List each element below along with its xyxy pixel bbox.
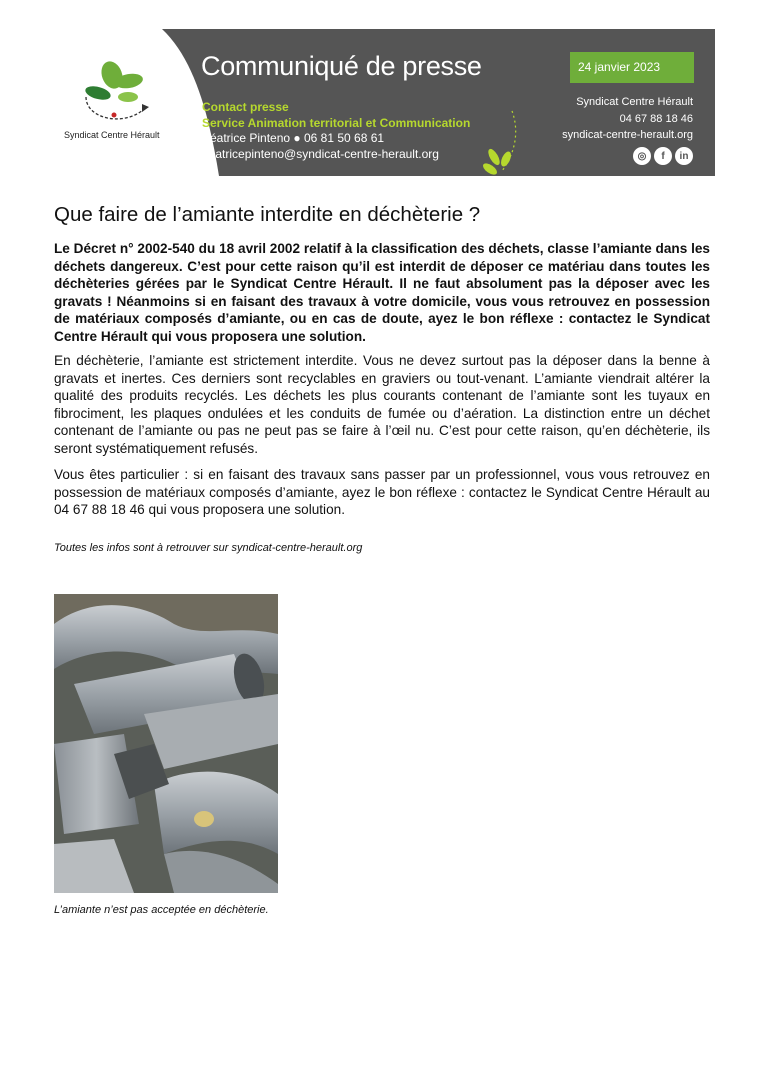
org-info <box>562 94 693 144</box>
press-contact <box>202 100 470 162</box>
org-phone: 04 67 88 18 46 <box>619 112 693 125</box>
article-paragraph-1: En déchèterie, l’amiante est strictement interdite. Vous ne devez surtout pas la déposer dans la benne à gravats et inertes. Ces derniers sont recyclables en graviers ou tout-venant. L’amiante viendrait altérer la qualité des produits recyclés. Les déchets les plus courants contenant de l’amiante sont les tuyaux en fibrociment, les plaques ondulées et les conduits de fumée ou d’aération. La distinction entre un déchet contenant de l’amiante ou pas ne peut pas se faire à l’œil nu. C’est pour cette raison, qu’en déchèterie, ils seront systématiquement refusés. <box>54 353 710 456</box>
org-name: Syndicat Centre Hérault <box>576 96 693 108</box>
asbestos-photo <box>54 594 278 893</box>
article-paragraph-2: Vous êtes particulier : si en faisant des travaux sans passer par un professionnel, vous vous retrouvez en possession de matériaux composés d’amiante, ayez le bon réflexe : contactez le Syndicat Centre Hérault au 04 67 88 18 46 qui vous proposera une solution. <box>54 467 710 518</box>
linkedin-icon[interactable]: in <box>675 147 693 165</box>
contact-email[interactable]: beatricepinteno@syndicat-centre-herault.org <box>202 146 439 161</box>
info-note: Toutes les infos sont à retrouver sur syndicat-centre-herault.org <box>54 542 363 554</box>
org-website[interactable]: syndicat-centre-herault.org <box>562 129 693 141</box>
contact-service: Service Animation territorial et Communication <box>202 115 471 130</box>
photo-caption: L’amiante n’est pas acceptée en déchèterie. <box>54 904 269 916</box>
release-date: 24 janvier 2023 <box>570 52 694 83</box>
social-links <box>633 147 693 165</box>
article-headline: Que faire de l’amiante interdite en déchèterie ? <box>54 203 481 226</box>
logo-text: Syndicat Centre Hérault <box>64 130 160 140</box>
press-release-banner <box>44 29 715 176</box>
syndicat-logo-icon <box>74 57 169 132</box>
contact-label: Contact presse <box>202 100 289 114</box>
leaf-sprig-icon <box>480 109 526 175</box>
banner-title: Communiqué de presse <box>201 51 482 81</box>
article-lead: Le Décret n° 2002-540 du 18 avril 2002 relatif à la classification des déchets, classe l’amiante dans les déchets dangereux. C’est pour cette raison qu’il est interdit de déposer ce matériau dans toutes les déchèteries gérées par le Syndicat Centre Hérault. Il ne faut absolument pas la déposer avec les gravats ! Néanmoins si en faisant des travaux à votre domicile, vous vous retrouvez en possession de matériaux composés d’amiante, ou en cas de doute, ayez le bon réflexe : contactez le Syndicat Centre Hérault qui vous proposera une solution. <box>54 241 710 344</box>
instagram-icon[interactable]: ◎ <box>633 147 651 165</box>
facebook-icon[interactable]: f <box>654 147 672 165</box>
contact-line: Béatrice Pinteno ● 06 81 50 68 61 <box>202 131 385 145</box>
